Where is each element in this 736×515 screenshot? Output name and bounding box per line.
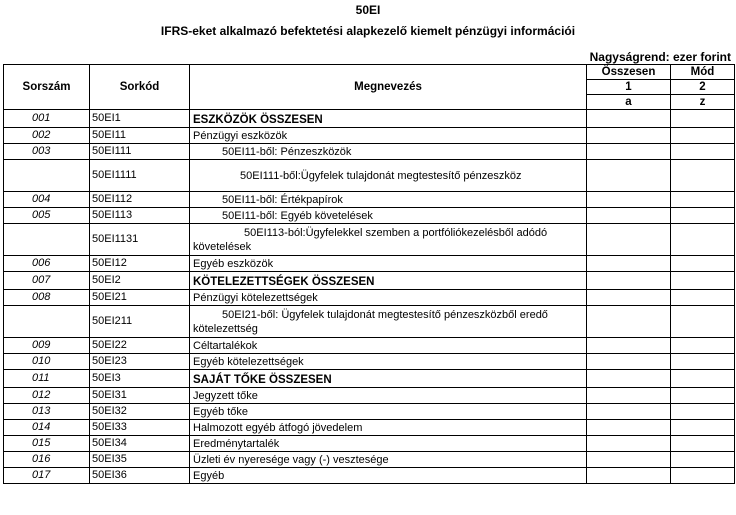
col-header-sorkod: Sorkód <box>90 65 190 110</box>
row-code: 50EI112 <box>90 192 190 208</box>
table-row <box>4 290 735 306</box>
report-table <box>3 64 735 484</box>
value-cell-osszesen[interactable] <box>587 420 671 436</box>
row-number <box>4 306 90 338</box>
row-code: 50EI11 <box>90 128 190 144</box>
value-cell-osszesen[interactable] <box>587 338 671 354</box>
row-number: 010 <box>4 354 90 370</box>
table-row <box>4 128 735 144</box>
col-letter-a: a <box>587 95 671 110</box>
row-label <box>190 306 587 338</box>
value-cell-mod[interactable] <box>671 468 735 484</box>
value-cell-osszesen[interactable] <box>587 272 671 290</box>
row-code: 50EI1131 <box>90 224 190 256</box>
row-code: 50EI12 <box>90 256 190 272</box>
value-cell-mod[interactable] <box>671 306 735 338</box>
row-code: 50EI32 <box>90 404 190 420</box>
value-cell-mod[interactable] <box>671 208 735 224</box>
row-number: 002 <box>4 128 90 144</box>
col-number-1: 1 <box>587 80 671 95</box>
row-label: Halmozott egyéb átfogó jövedelem <box>190 420 587 436</box>
table-row <box>4 208 735 224</box>
value-cell-osszesen[interactable] <box>587 224 671 256</box>
value-cell-mod[interactable] <box>671 370 735 388</box>
value-cell-osszesen[interactable] <box>587 256 671 272</box>
row-label: KÖTELEZETTSÉGEK ÖSSZESEN <box>190 272 587 290</box>
row-number: 017 <box>4 468 90 484</box>
value-cell-osszesen[interactable] <box>587 128 671 144</box>
table-row <box>4 338 735 354</box>
table-row <box>4 272 735 290</box>
table-row <box>4 388 735 404</box>
value-cell-osszesen[interactable] <box>587 110 671 128</box>
report-code: 50EI <box>355 3 381 17</box>
row-label: Pénzügyi kötelezettségek <box>190 290 587 306</box>
value-cell-mod[interactable] <box>671 404 735 420</box>
col-number-2: 2 <box>671 80 735 95</box>
row-number: 004 <box>4 192 90 208</box>
row-label: 50EI11-ből: Egyéb követelések <box>190 208 587 224</box>
row-number: 003 <box>4 144 90 160</box>
table-row <box>4 160 735 192</box>
row-number: 016 <box>4 452 90 468</box>
col-header-sorszam: Sorszám <box>4 65 90 110</box>
row-code: 50EI36 <box>90 468 190 484</box>
row-code: 50EI33 <box>90 420 190 436</box>
value-cell-osszesen[interactable] <box>587 452 671 468</box>
table-row <box>4 144 735 160</box>
row-code: 50EI111 <box>90 144 190 160</box>
row-label: Egyéb tőke <box>190 404 587 420</box>
value-cell-osszesen[interactable] <box>587 144 671 160</box>
value-cell-mod[interactable] <box>671 144 735 160</box>
row-label: Céltartalékok <box>190 338 587 354</box>
table-row <box>4 256 735 272</box>
value-cell-osszesen[interactable] <box>587 404 671 420</box>
row-number: 007 <box>4 272 90 290</box>
row-code: 50EI21 <box>90 290 190 306</box>
value-cell-mod[interactable] <box>671 128 735 144</box>
value-cell-osszesen[interactable] <box>587 388 671 404</box>
value-cell-mod[interactable] <box>671 272 735 290</box>
row-label: Jegyzett tőke <box>190 388 587 404</box>
row-code: 50EI2 <box>90 272 190 290</box>
row-number: 005 <box>4 208 90 224</box>
row-number: 006 <box>4 256 90 272</box>
row-code: 50EI31 <box>90 388 190 404</box>
row-label: 50EI111-ből:Ügyfelek tulajdonát megtestesítő pénzeszköz <box>190 160 587 192</box>
row-label: ESZKÖZÖK ÖSSZESEN <box>190 110 587 128</box>
report-title: IFRS-eket alkalmazó befektetési alapkezelő kiemelt pénzügyi információi <box>160 24 576 38</box>
row-label <box>190 224 587 256</box>
value-cell-osszesen[interactable] <box>587 192 671 208</box>
table-row <box>4 224 735 256</box>
value-cell-osszesen[interactable] <box>587 290 671 306</box>
value-cell-mod[interactable] <box>671 290 735 306</box>
row-code: 50EI3 <box>90 370 190 388</box>
row-code: 50EI34 <box>90 436 190 452</box>
row-label-text: 50EI113-ból:Ügyfelekkel szemben a portfóliókezelésből adódó követelések <box>193 226 548 253</box>
row-label-text: 50EI21-ből: Ügyfelek tulajdonát megtestesítő pénzeszközből eredő kötelezettség <box>193 308 548 335</box>
col-header-mod: Mód <box>671 65 735 80</box>
table-row <box>4 370 735 388</box>
unit-label: Nagyságrend: ezer forint <box>589 50 731 64</box>
row-number: 014 <box>4 420 90 436</box>
value-cell-mod[interactable] <box>671 338 735 354</box>
row-code: 50EI1 <box>90 110 190 128</box>
value-cell-mod[interactable] <box>671 110 735 128</box>
value-cell-mod[interactable] <box>671 256 735 272</box>
row-label: Üzleti év nyeresége vagy (-) vesztesége <box>190 452 587 468</box>
table-row <box>4 404 735 420</box>
value-cell-osszesen[interactable] <box>587 208 671 224</box>
row-code: 50EI22 <box>90 338 190 354</box>
table-row <box>4 306 735 338</box>
row-label: Egyéb eszközök <box>190 256 587 272</box>
value-cell-osszesen[interactable] <box>587 306 671 338</box>
value-cell-mod[interactable] <box>671 160 735 192</box>
row-code: 50EI1111 <box>90 160 190 192</box>
row-number: 015 <box>4 436 90 452</box>
row-code: 50EI35 <box>90 452 190 468</box>
table-row <box>4 468 735 484</box>
table-row <box>4 354 735 370</box>
row-number: 001 <box>4 110 90 128</box>
value-cell-osszesen[interactable] <box>587 354 671 370</box>
row-label: 50EI11-ből: Pénzeszközök <box>190 144 587 160</box>
col-header-osszesen: Összesen <box>587 65 671 80</box>
table-row <box>4 436 735 452</box>
value-cell-mod[interactable] <box>671 452 735 468</box>
value-cell-osszesen[interactable] <box>587 436 671 452</box>
row-number: 012 <box>4 388 90 404</box>
value-cell-osszesen[interactable] <box>587 160 671 192</box>
row-label: Egyéb kötelezettségek <box>190 354 587 370</box>
table-row <box>4 192 735 208</box>
row-number: 011 <box>4 370 90 388</box>
value-cell-mod[interactable] <box>671 436 735 452</box>
value-cell-mod[interactable] <box>671 224 735 256</box>
value-cell-osszesen[interactable] <box>587 468 671 484</box>
row-number: 009 <box>4 338 90 354</box>
row-label: 50EI11-ből: Értékpapírok <box>190 192 587 208</box>
row-number <box>4 224 90 256</box>
row-label: Eredménytartalék <box>190 436 587 452</box>
row-label: SAJÁT TŐKE ÖSSZESEN <box>190 370 587 388</box>
row-number: 013 <box>4 404 90 420</box>
row-code: 50EI113 <box>90 208 190 224</box>
row-number: 008 <box>4 290 90 306</box>
row-code: 50EI23 <box>90 354 190 370</box>
col-header-megnevezes: Megnevezés <box>190 65 587 110</box>
row-label: Pénzügyi eszközök <box>190 128 587 144</box>
table-row <box>4 110 735 128</box>
value-cell-mod[interactable] <box>671 420 735 436</box>
table-row <box>4 452 735 468</box>
value-cell-mod[interactable] <box>671 192 735 208</box>
row-number <box>4 160 90 192</box>
col-letter-z: z <box>671 95 735 110</box>
row-label: Egyéb <box>190 468 587 484</box>
value-cell-mod[interactable] <box>671 354 735 370</box>
value-cell-osszesen[interactable] <box>587 370 671 388</box>
table-row <box>4 420 735 436</box>
value-cell-mod[interactable] <box>671 388 735 404</box>
row-code: 50EI211 <box>90 306 190 338</box>
